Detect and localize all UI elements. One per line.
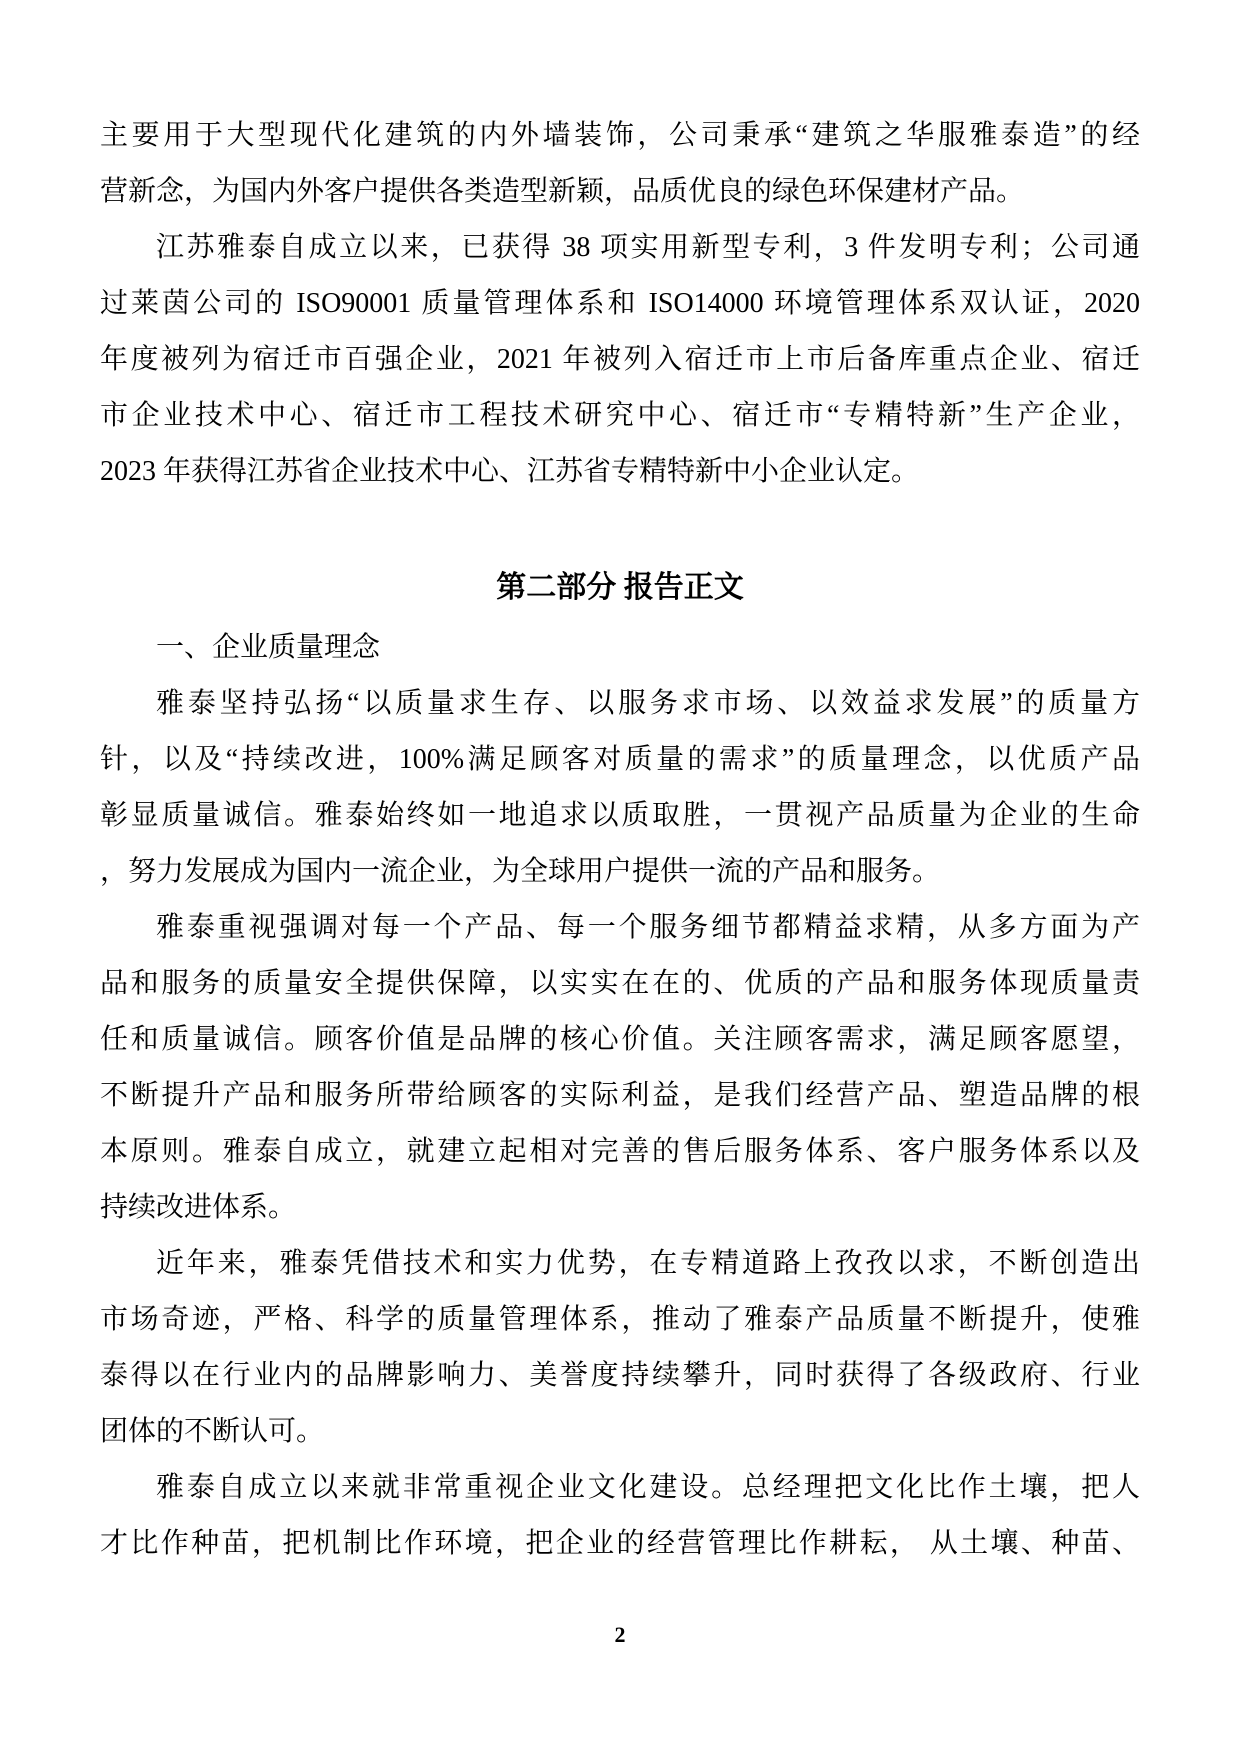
text-line: 江苏雅泰自成立以来，已获得 38 项实用新型专利，3 件发明专利；公司通: [156, 232, 1140, 263]
page-footer: [0, 1620, 1240, 1650]
text-line: 主要用于大型现代化建筑的内外墙装饰，公司秉承“建筑之华服雅泰造”的经: [100, 120, 1140, 151]
text-line: 任和质量诚信。顾客价值是品牌的核心价值。关注顾客需求，满足顾客愿望，: [100, 1024, 1140, 1055]
text-line: 2023 年获得江苏省企业技术中心、江苏省专精特新中小企业认定。: [100, 456, 920, 487]
text-line: 针，以及“持续改进，100%满足顾客对质量的需求”的质量理念，以优质产品: [100, 744, 1140, 775]
page-number: 2: [614, 1622, 626, 1647]
text-line: 才比作种苗，把机制比作环境，把企业的经营管理比作耕耘， 从土壤、种苗、: [100, 1528, 1140, 1559]
text-line: 雅泰坚持弘扬“以质量求生存、以服务求市场、以效益求发展”的质量方: [156, 688, 1140, 719]
text-line: 彰显质量诚信。雅泰始终如一地追求以质取胜，一贯视产品质量为企业的生命: [100, 800, 1140, 831]
text-line: 市企业技术中心、宿迁市工程技术研究中心、宿迁市“专精特新”生产企业，: [100, 400, 1140, 431]
text-line: 不断提升产品和服务所带给顾客的实际利益，是我们经营产品、塑造品牌的根: [100, 1080, 1140, 1111]
text-line: 营新念，为国内外客户提供各类造型新颖，品质优良的绿色环保建材产品。: [100, 176, 1025, 207]
document-body: [100, 108, 1140, 1572]
text-line: 品和服务的质量安全提供保障，以实实在在的、优质的产品和服务体现质量责: [100, 968, 1140, 999]
text-line: 团体的不断认可。: [100, 1416, 325, 1447]
text-line: 持续改进体系。: [100, 1192, 297, 1223]
text-line: 一、企业质量理念: [156, 632, 381, 663]
text-line: 泰得以在行业内的品牌影响力、美誉度持续攀升，同时获得了各级政府、行业: [100, 1360, 1140, 1391]
text-line: 雅泰重视强调对每一个产品、每一个服务细节都精益求精，从多方面为产: [156, 912, 1140, 943]
text-line: 本原则。雅泰自成立，就建立起相对完善的售后服务体系、客户服务体系以及: [100, 1136, 1140, 1167]
section-heading: 第二部分 报告正文: [496, 571, 744, 604]
text-line: 近年来，雅泰凭借技术和实力优势，在专精道路上孜孜以求，不断创造出: [156, 1248, 1140, 1279]
text-line: 市场奇迹，严格、科学的质量管理体系，推动了雅泰产品质量不断提升，使雅: [100, 1304, 1140, 1335]
text-line: 雅泰自成立以来就非常重视企业文化建设。总经理把文化比作土壤，把人: [156, 1472, 1140, 1503]
text-line: ，努力发展成为国内一流企业，为全球用户提供一流的产品和服务。: [100, 856, 941, 887]
text-line: 年度被列为宿迁市百强企业，2021 年被列入宿迁市上市后备库重点企业、宿迁: [100, 344, 1140, 375]
text-line: 过莱茵公司的 ISO90001 质量管理体系和 ISO14000 环境管理体系双认证，2020: [100, 288, 1140, 319]
